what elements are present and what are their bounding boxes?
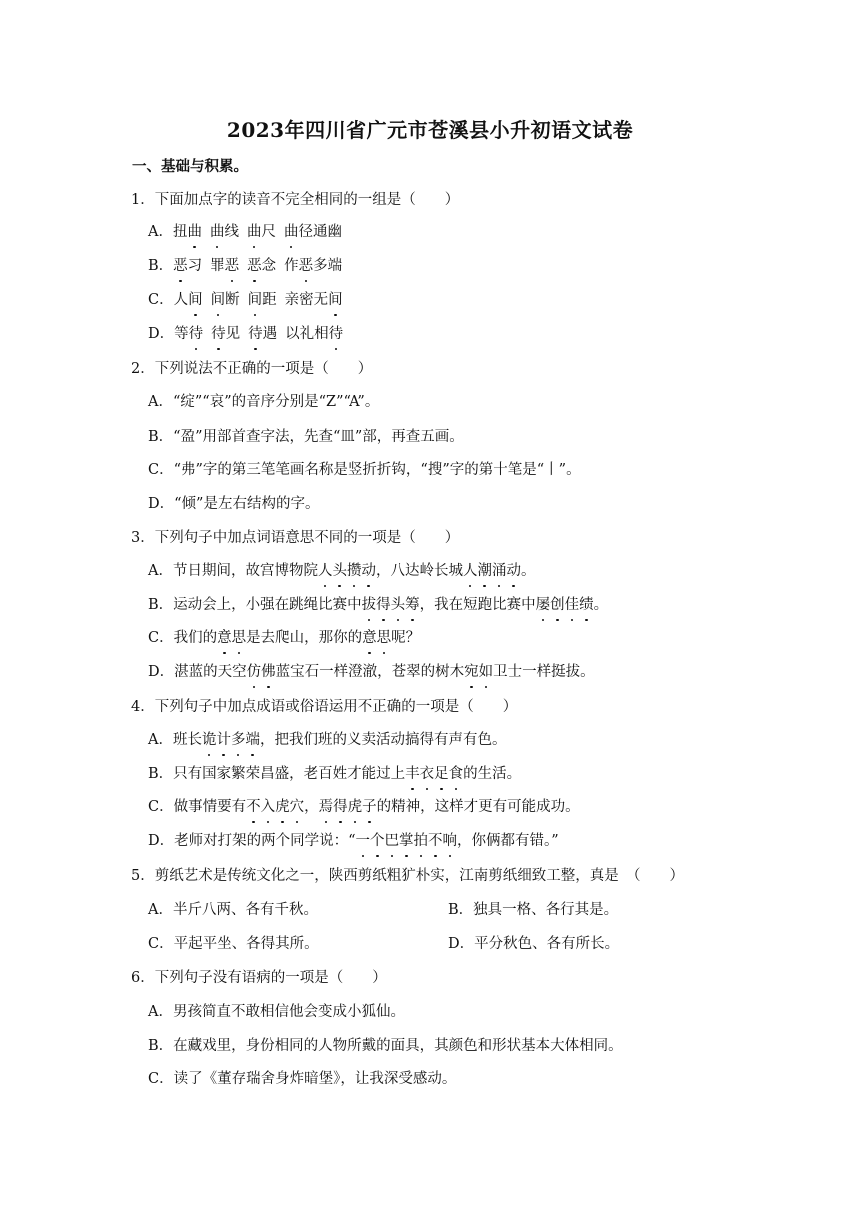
page-title: 2023年四川省广元市苍溪县小升初语文试卷 bbox=[226, 118, 634, 142]
question-2-option-d: D．“倾”是左右结构的字。 bbox=[148, 496, 320, 512]
question-5-option-b: B．独具一格、各行其是。 bbox=[448, 902, 619, 918]
question-3-option-c: C．我们的意思是去爬山，那你的意思呢？ bbox=[148, 630, 421, 646]
question-2-option-a: A．“绽”“哀”的音序分别是“Z”“A”。 bbox=[148, 394, 380, 410]
question-6-option-c: C．读了《董存瑞舍身炸暗堡》，让我深受感动。 bbox=[148, 1071, 457, 1087]
question-3-option-d: D．湛蓝的天空仿佛蓝宝石一样澄澈，苍翠的树木宛如卫士一样挺拔。 bbox=[148, 664, 595, 680]
question-6-stem: 6．下列句子没有语病的一项是（ ） bbox=[131, 970, 387, 986]
question-5-stem: 5．剪纸艺术是传统文化之一，陕西剪纸粗犷朴实，江南剪纸细致工整，真是 （ ） bbox=[131, 868, 684, 884]
question-4-option-a: A．班长诡计多端，把我们班的义卖活动搞得有声有色。 bbox=[148, 732, 507, 748]
question-1-option-b: B．恶习 罪恶 恶念 作恶多端 bbox=[148, 258, 343, 274]
question-5-option-c: C．平起平坐、各得其所。 bbox=[148, 936, 319, 952]
question-3-option-a: A．节日期间，故宫博物院人头攒动，八达岭长城人潮涌动。 bbox=[148, 563, 536, 579]
question-2-option-c: C．“弗”字的第三笔笔画名称是竖折折钩，“搜”字的第十笔是“丨”。 bbox=[148, 462, 581, 478]
question-3-stem: 3．下列句子中加点词语意思不同的一项是（ ） bbox=[131, 530, 460, 546]
question-4-stem: 4．下列句子中加点成语或俗语运用不正确的一项是（ ） bbox=[131, 699, 518, 715]
question-6-option-b: B．在藏戏里，身份相同的人物所戴的面具，其颜色和形状基本大体相同。 bbox=[148, 1038, 623, 1054]
question-4-option-d: D．老师对打架的两个同学说：“一个巴掌拍不响，你俩都有错。” bbox=[148, 833, 559, 849]
question-1-option-d: D．等待 待见 待遇 以礼相待 bbox=[148, 326, 344, 342]
question-1-option-c: C．人间 间断 间距 亲密无间 bbox=[148, 292, 343, 308]
question-1-stem: 1．下面加点字的读音不完全相同的一组是（ ） bbox=[131, 192, 460, 208]
question-5-option-d: D．平分秋色、各有所长。 bbox=[448, 936, 620, 952]
question-4-option-b: B．只有国家繁荣昌盛，老百姓才能过上丰衣足食的生活。 bbox=[148, 766, 522, 782]
question-2-option-b: B．“盈”用部首查字法，先查“皿”部，再查五画。 bbox=[148, 429, 464, 445]
section-heading: 一、基础与积累。 bbox=[132, 158, 248, 175]
question-6-option-a: A．男孩简直不敢相信他会变成小狐仙。 bbox=[148, 1004, 405, 1020]
question-4-option-c: C．做事情要有不入虎穴，焉得虎子的精神，这样才更有可能成功。 bbox=[148, 799, 580, 815]
question-2-stem: 2．下列说法不正确的一项是（ ） bbox=[131, 361, 373, 377]
question-5-option-a: A．半斤八两、各有千秋。 bbox=[148, 902, 318, 918]
question-1-option-a: A．扭曲 曲线 曲尺 曲径通幽 bbox=[148, 224, 342, 240]
question-3-option-b: B．运动会上，小强在跳绳比赛中拔得头筹，我在短跑比赛中屡创佳绩。 bbox=[148, 597, 609, 613]
